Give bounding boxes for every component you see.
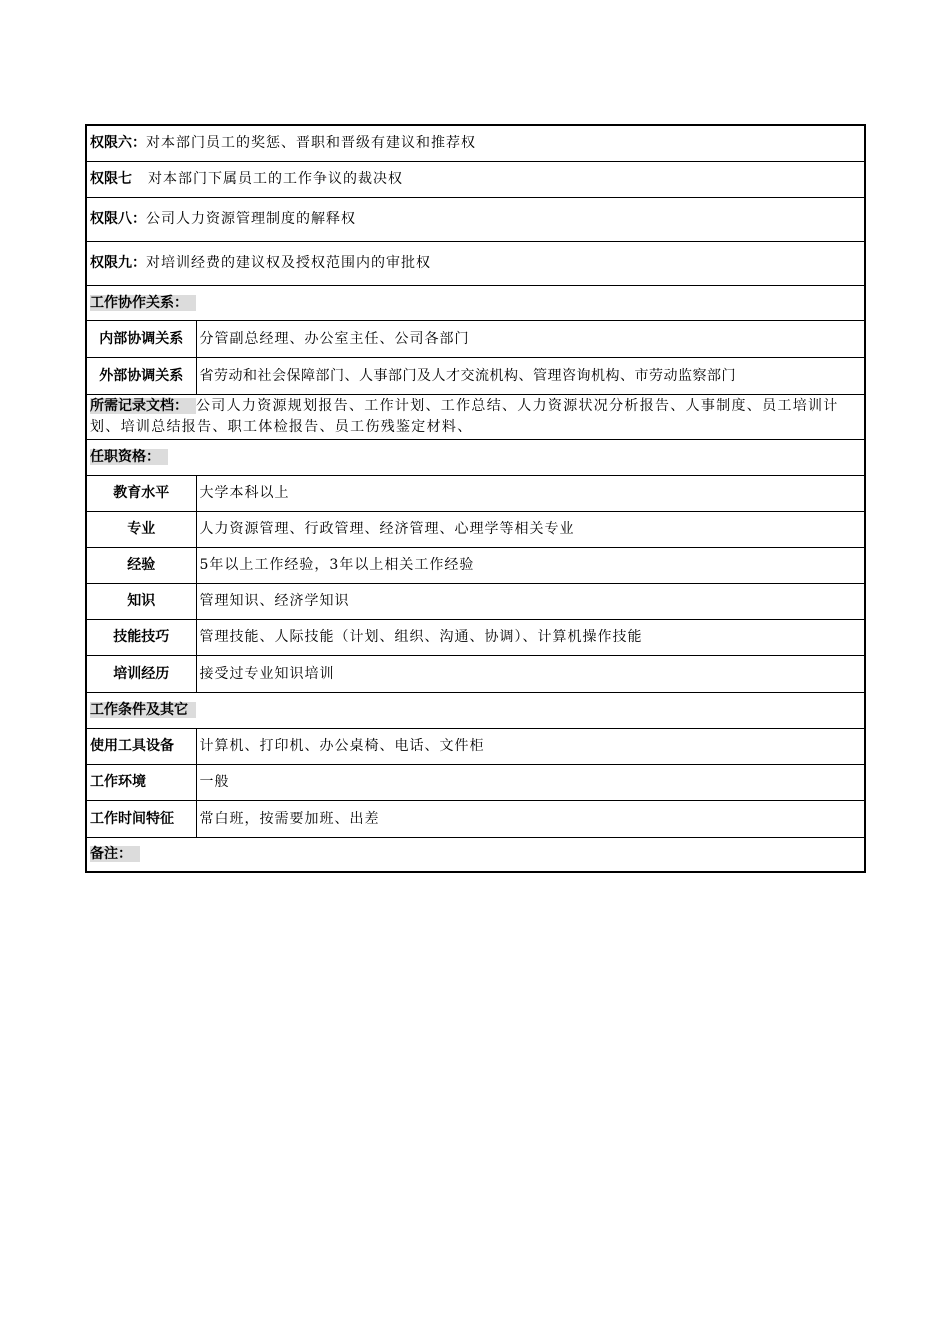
records-label: 所需记录文档： (90, 398, 196, 414)
qualification-label: 培训经历 (86, 655, 196, 692)
qualification-row (86, 475, 865, 511)
cooperation-header-row (86, 285, 865, 320)
authority-text: 对本部门下属员工的工作争议的裁决权 (148, 171, 403, 187)
qualification-value: 人力资源管理、行政管理、经济管理、心理学等相关专业 (196, 511, 865, 547)
conditions-label: 使用工具设备 (86, 728, 196, 764)
authority-text: 对培训经费的建议权及授权范围内的审批权 (146, 255, 431, 271)
qualification-header-row (86, 439, 865, 475)
records-row (86, 394, 865, 439)
qualification-label: 技能技巧 (86, 619, 196, 655)
qualification-value: 5年以上工作经验，3年以上相关工作经验 (196, 547, 865, 583)
qualification-value: 管理技能、人际技能（计划、组织、沟通、协调）、计算机操作技能 (196, 619, 865, 655)
authority-text: 公司人力资源管理制度的解释权 (146, 211, 356, 227)
qualification-label: 经验 (86, 547, 196, 583)
authority-label: 权限八： (90, 211, 146, 227)
conditions-label: 工作时间特征 (86, 800, 196, 837)
qualification-value: 接受过专业知识培训 (196, 655, 865, 692)
qualification-value: 大学本科以上 (196, 475, 865, 511)
authority-row-8 (86, 197, 865, 241)
section-title-conditions: 工作条件及其它 (90, 702, 196, 718)
qualification-row (86, 547, 865, 583)
conditions-value: 计算机、打印机、办公桌椅、电话、文件柜 (196, 728, 865, 764)
conditions-value: 一般 (196, 764, 865, 800)
authority-row-9 (86, 241, 865, 285)
section-title-cooperation: 工作协作关系： (90, 295, 196, 311)
qualification-row (86, 619, 865, 655)
qualification-label: 知识 (86, 583, 196, 619)
qualification-row (86, 583, 865, 619)
external-coordination-value: 省劳动和社会保障部门、人事部门及人才交流机构、管理咨询机构、市劳动监察部门 (196, 357, 865, 394)
remarks-row (86, 837, 865, 872)
authority-label: 权限七 (90, 171, 132, 187)
authority-row-6 (86, 125, 865, 161)
internal-coordination-value: 分管副总经理、办公室主任、公司各部门 (196, 320, 865, 357)
job-description-table (85, 124, 866, 873)
qualification-row (86, 511, 865, 547)
conditions-row (86, 728, 865, 764)
qualification-value: 管理知识、经济学知识 (196, 583, 865, 619)
conditions-row (86, 800, 865, 837)
conditions-row (86, 764, 865, 800)
internal-coordination-label: 内部协调关系 (86, 320, 196, 357)
remarks-label: 备注： (90, 846, 140, 862)
section-title-qualification: 任职资格： (90, 449, 168, 465)
authority-label: 权限九： (90, 255, 146, 271)
conditions-label: 工作环境 (86, 764, 196, 800)
records-value: 公司人力资源规划报告、工作计划、工作总结、人力资源状况分析报告、人事制度、员工培训计划、培训总结报告、职工体检报告、员工伤残鉴定材料、 (90, 397, 839, 435)
internal-coordination-row (86, 320, 865, 357)
external-coordination-label: 外部协调关系 (86, 357, 196, 394)
authority-text: 对本部门员工的奖惩、晋职和晋级有建议和推荐权 (146, 135, 476, 152)
qualification-label: 专业 (86, 511, 196, 547)
qualification-label: 教育水平 (86, 475, 196, 511)
conditions-value: 常白班，按需要加班、出差 (196, 800, 865, 837)
external-coordination-row (86, 357, 865, 394)
qualification-row (86, 655, 865, 692)
authority-label: 权限六： (90, 135, 146, 152)
conditions-header-row (86, 692, 865, 728)
authority-row-7 (86, 161, 865, 197)
